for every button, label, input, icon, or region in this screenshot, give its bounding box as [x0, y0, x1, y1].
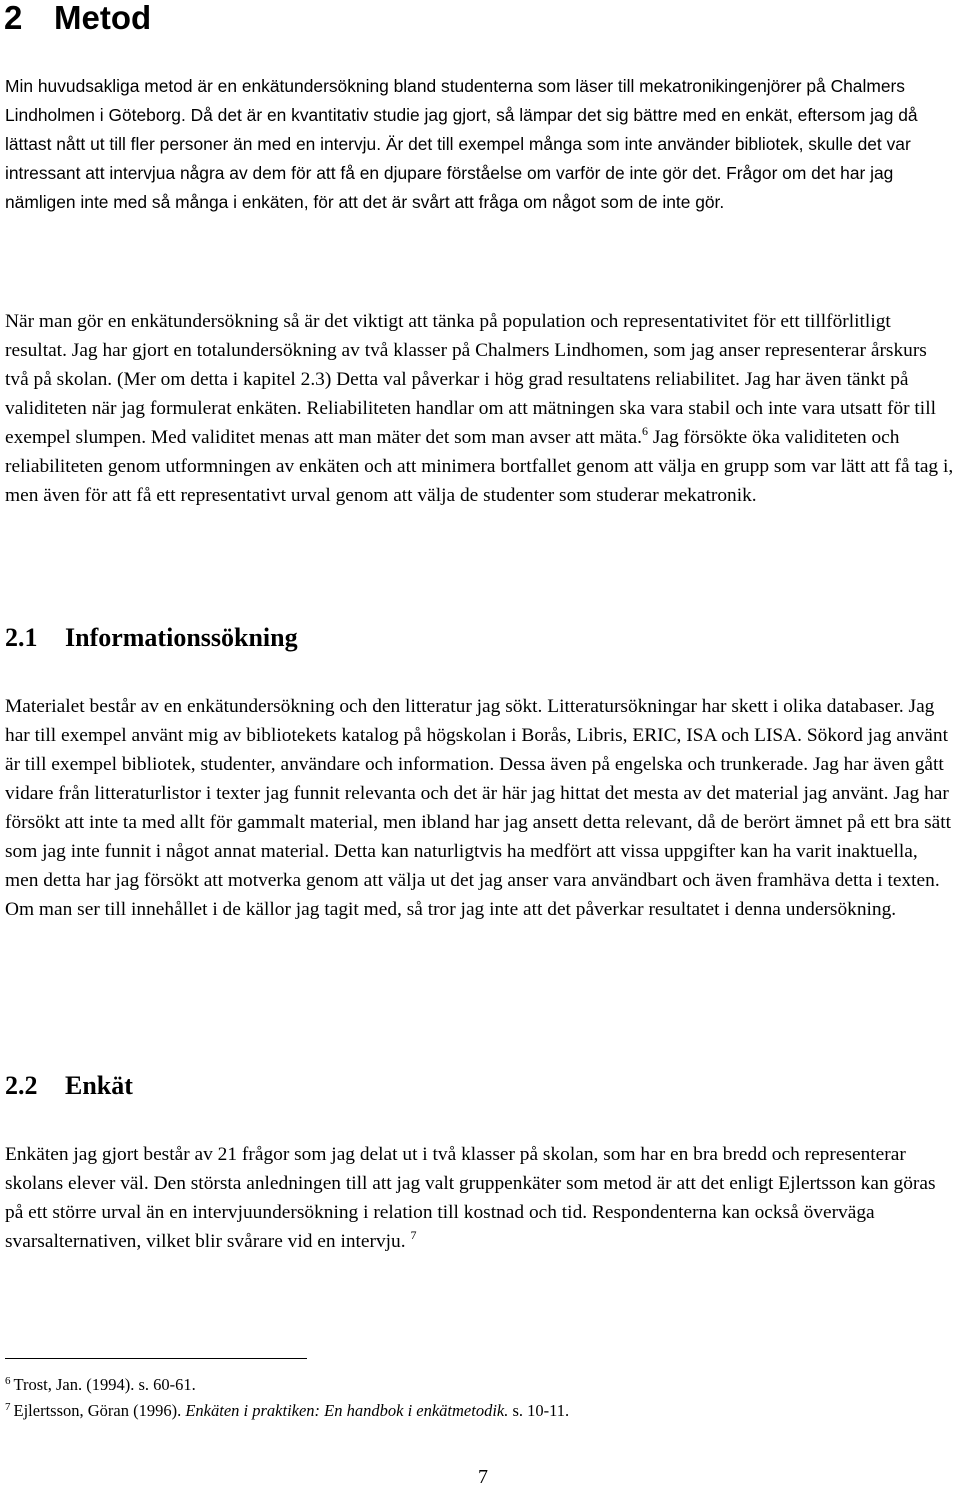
metod-paragraph-2 [5, 307, 955, 510]
section-title: Metod [54, 0, 152, 36]
footnote-text: Trost, Jan. (1994). s. 60-61. [13, 1375, 196, 1394]
footnote-7 [5, 1401, 569, 1421]
footnote-book-title: Enkäten i praktiken: En handbok i enkätmetodik. [185, 1401, 509, 1420]
subsection-title: Informationssökning [65, 623, 298, 652]
subsection-number: 2.1 [5, 623, 38, 652]
footnote-text-a: Ejlertsson, Göran (1996). [13, 1401, 186, 1420]
metod-paragraph-1-part-a: Min huvudsakliga metod är en enkätundersökning bland studenterna som läser till mekatronikingenjörer på Chalmers Lindholmen i Göteborg. Då det är en kvantitativ studie jag gjort, så lämpar det sig bättre med en enkät, eftersom jag då lättast nått ut till fler personer än med en intervju. [5, 76, 918, 154]
informationssokning-paragraph: Materialet består av en enkätundersökning och den litteratur jag sökt. Litteratursökningar har skett i olika databaser. Jag har till exempel använt mig av bibliotekets katalog på högskolan i Borås, Libris, ERIC, ISA och LISA. Sökord jag använt är till exempel bibliotek, studenter, användare och information. Dessa även på engelska och trunkerade. Jag har även gått vidare från litteraturlistor i texter jag funnit relevanta och det är här jag hittat det mesta av det material jag använt. Jag har försökt att inte ta med allt för gammalt material, men ibland har jag ansett detta relevant, då de berört ämnet på ett bra sätt som jag inte funnit i något annat material. Detta kan naturligtvis ha medfört att vissa uppgifter kan ha varit inaktuella, men detta har jag försökt att motverka genom att välja ut det jag anser vara användbart och även framhäva detta i texten. Om man ser till innehållet i de källor jag tagit med, så tror jag inte att det påverkar resultatet i denna undersökning. [5, 696, 952, 920]
footnote-separator [5, 1358, 307, 1359]
enkat-paragraph-text: Enkäten jag gjort består av 21 frågor som jag delat ut i två klasser på skolan, som har en bra bredd och representerar skolans elever väl. Den största anledningen till att jag valt gruppenkäter som metod är att det enligt Ejlertsson kan göras på ett större urval än en intervjuundersökning i relation till kostnad och tid. Respondenterna kan också överväga svarsalternativen, vilket blir svårare vid en intervju. [5, 1144, 936, 1252]
subsection-heading-2-1 [5, 621, 298, 655]
enkat-paragraph [5, 1140, 955, 1256]
footnote-ref-7: 7 [410, 1228, 417, 1242]
footnote-mark: 7 [5, 1401, 11, 1413]
metod-paragraph-2-part-a: När man gör en enkätundersökning så är det viktigt att tänka på population och representativitet för ett tillförlitligt resultat. Jag har gjort en totalundersökning av två klasser på Chalmers Lindhomen, som jag anser representerar årskurs två på skolan. (Mer om detta i kapitel 2.3) Detta val påverkar i hög grad resultatens reliabilitet. Jag har även tänkt på validiteten när jag formulerat enkäten. Reliabiliteten handlar om att mätningen ska vara stabil och inte vara utsatt för till exempel slumpen. Med validitet menas att man mäter det som man avser att mäta. [5, 311, 936, 448]
footnote-text-b: s. 10-11. [508, 1401, 570, 1420]
footnote-mark: 6 [5, 1375, 11, 1387]
subsection-number: 2.2 [5, 1071, 38, 1100]
subsection-heading-2-2 [5, 1069, 133, 1103]
subsection-title: Enkät [65, 1071, 133, 1100]
footnote-6 [5, 1375, 196, 1395]
footnote-ref-6: 6 [642, 424, 649, 438]
metod-paragraph-1-part-b: Är det till exempel många som inte använder bibliotek, skulle det var intressant att intervjua några av dem för att få en djupare förståelse om varför de inte gör det. Frågor om det har jag nämligen inte med så många i enkäten, för att det är svårt att fråga om något som de inte gör. [5, 134, 911, 212]
page-number: 7 [478, 1466, 488, 1488]
section-number: 2 [4, 0, 23, 36]
metod-paragraph-1 [5, 72, 955, 217]
metod-paragraph-2-part-b: Jag försökte öka validiteten och reliabiliteten genom utformningen av enkäten och att minimera bortfallet genom att välja en grupp som var lätt att få tag i, men även för att få ett representativt urval genom att välja de studenter som studerar mekatronik. [5, 427, 954, 506]
section-heading [4, 0, 151, 38]
